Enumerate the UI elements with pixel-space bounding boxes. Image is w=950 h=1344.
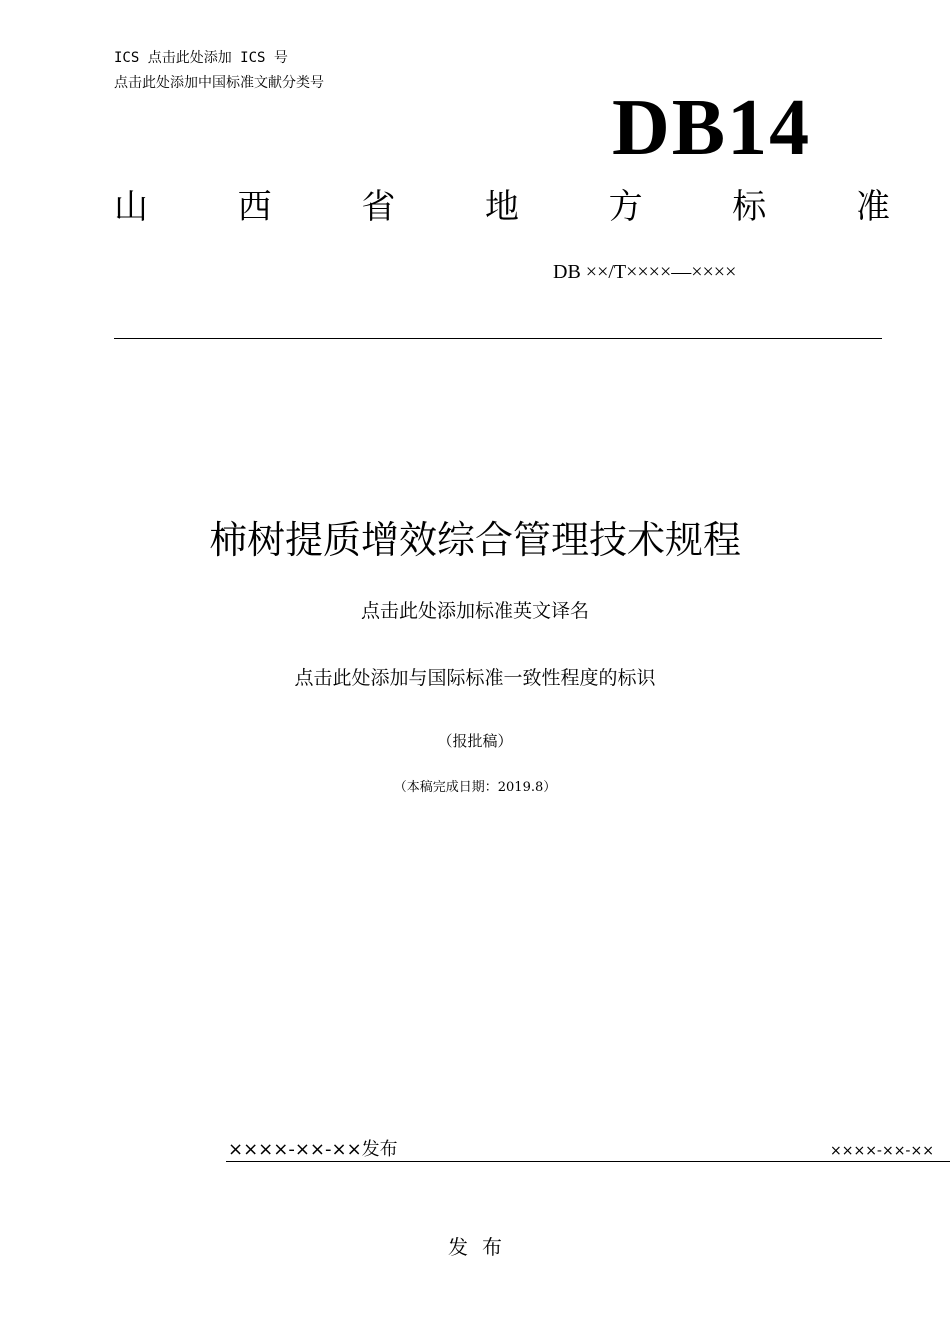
db-logo: DB14: [612, 84, 812, 172]
draft-status: （报批稿）: [437, 732, 513, 750]
heading-char: 方: [608, 187, 643, 227]
ccs-classification: 点击此处添加中国标准文献分类号: [114, 75, 324, 91]
heading-char: 山: [114, 187, 148, 227]
heading-char: 标: [732, 187, 767, 227]
completion-date: （本稿完成日期：2019.8）: [393, 780, 557, 795]
bottom-divider: [226, 1161, 950, 1162]
issuer: 发布: [448, 1235, 516, 1259]
publish-date: ××××-××-××发布: [228, 1139, 398, 1160]
heading-char: 地: [484, 187, 519, 227]
heading-char: 准: [855, 187, 890, 227]
standard-code: DB ××/T××××—××××: [553, 261, 737, 283]
document-title: 柿树提质增效综合管理技术规程: [208, 518, 741, 562]
implement-date: ××××-××-××: [830, 1143, 934, 1159]
consistency-placeholder: 点击此处添加与国际标准一致性程度的标识: [294, 667, 656, 689]
province-standard-heading: [114, 182, 890, 232]
heading-char: 西: [237, 187, 272, 227]
top-divider: [114, 338, 882, 339]
english-title-placeholder: 点击此处添加标准英文译名: [360, 600, 589, 622]
ics-number: ICS 点击此处添加 ICS 号: [114, 50, 288, 66]
heading-char: 省: [361, 187, 396, 227]
